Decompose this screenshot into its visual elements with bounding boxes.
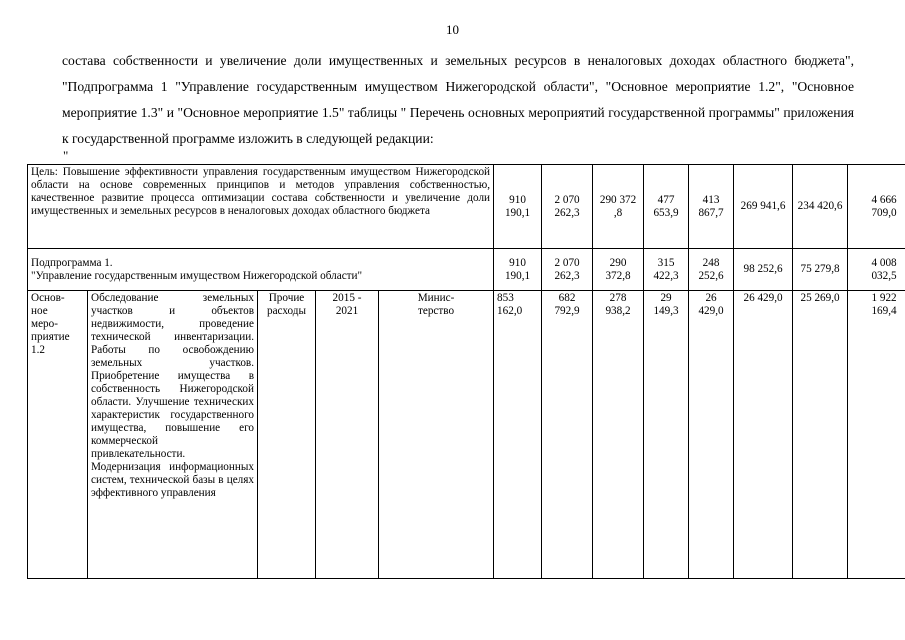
measure-period: 2015 - 2021 (316, 291, 379, 579)
goal-label: Цель: Повышение эффективности управления государственным имуществом Нижегородской области на основе современных принципов и методов управления собственностью, качественное развитие процесса оптимизации состава собственности и увеличение доли имущественных и земельных ресурсов в неналоговых доходах областного бюджета (28, 165, 494, 249)
measure-value-7: 25 269,0 (793, 291, 848, 579)
subprogram-value-4: 315 422,3 (644, 249, 689, 291)
measure-executor: Минис- терство (379, 291, 494, 579)
subprogram-value-3: 290 372,8 (593, 249, 644, 291)
page-number: 10 (446, 22, 459, 37)
goal-value-6: 269 941,6 (734, 165, 793, 249)
measure-description: Обследование земельных участков и объектов недвижимости, проведение технической инвентаризации. Работы по освобождению земельных участков. Приобретение имущества в собственность Нижегородской области. Улучшение технических характеристик государственного имущества, повышение его коммерческой привлекательности. Модернизация информационных систем, технической базы в целях эффективного управления (88, 291, 258, 579)
subprogram-value-7: 75 279,8 (793, 249, 848, 291)
measure-value-5: 26 429,0 (689, 291, 734, 579)
goal-value-1: 910 190,1 (494, 165, 542, 249)
measure-row (28, 291, 905, 579)
goal-value-4: 477 653,9 (644, 165, 689, 249)
goal-value-7: 234 420,6 (793, 165, 848, 249)
measure-code: Основ- ное меро- приятие 1.2 (28, 291, 88, 579)
measure-value-1: 853 162,0 (494, 291, 542, 579)
goal-value-2: 2 070 262,3 (542, 165, 593, 249)
subprogram-value-6: 98 252,6 (734, 249, 793, 291)
subprogram-row (28, 249, 905, 291)
goal-value-3: 290 372 ,8 (593, 165, 644, 249)
goal-value-total: 4 666 709,0 (848, 165, 905, 249)
subprogram-value-1: 910 190,1 (494, 249, 542, 291)
measure-value-2: 682 792,9 (542, 291, 593, 579)
subprogram-value-2: 2 070 262,3 (542, 249, 593, 291)
subprogram-value-5: 248 252,6 (689, 249, 734, 291)
intro-paragraph: состава собственности и увеличение доли имущественных и земельных ресурсов в неналоговых доходах областного бюджета", "Подпрограмма 1 "Управление государственным имуществом Нижегородской области", "Основное мероприятие 1.2", "Основное мероприятие 1.3" и "Основное мероприятие 1.5" таблицы " Перечень основных мероприятий государственной программы" приложения к государственной программе изложить в следующей редакции: (62, 53, 854, 146)
measures-table (27, 164, 905, 579)
subprogram-value-total: 4 008 032,5 (848, 249, 905, 291)
goal-value-5: 413 867,7 (689, 165, 734, 249)
subprogram-label: Подпрограмма 1. "Управление государственным имуществом Нижегородской области" (28, 249, 494, 291)
measure-value-3: 278 938,2 (593, 291, 644, 579)
measure-value-total: 1 922 169,4 (848, 291, 905, 579)
measure-expense-type: Прочие расходы (258, 291, 316, 579)
goal-row (28, 165, 905, 249)
measure-value-4: 29 149,3 (644, 291, 689, 579)
measure-value-6: 26 429,0 (734, 291, 793, 579)
open-quote: " (63, 148, 69, 163)
